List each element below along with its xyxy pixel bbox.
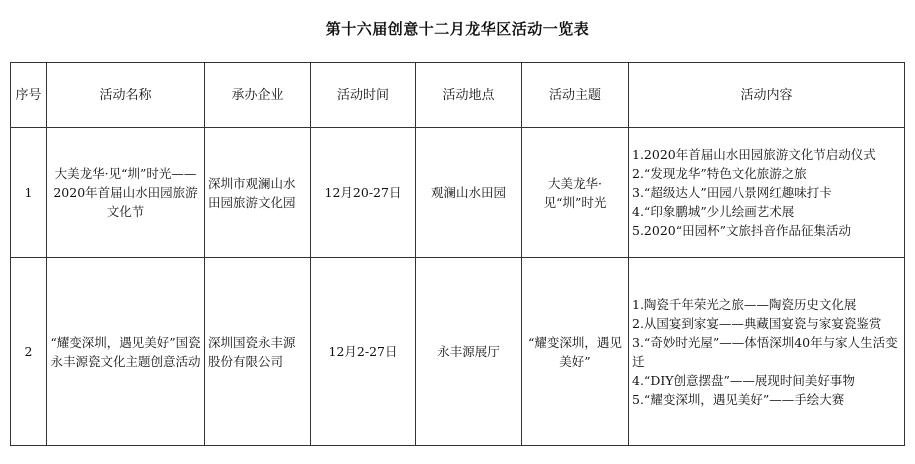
header-theme: 活动主题 bbox=[522, 63, 629, 128]
header-index: 序号 bbox=[11, 63, 47, 128]
cell-organizer: 深圳市观澜山水田园旅游文化园 bbox=[205, 128, 311, 258]
table-row bbox=[11, 128, 905, 258]
content-item: 2.从国宴到家宴——典藏国宴瓷与家宴瓷鉴赏 bbox=[632, 315, 882, 331]
table-header-row bbox=[11, 63, 905, 128]
content-item: 5.“耀变深圳，遇见美好”——手绘大赛 bbox=[632, 391, 845, 407]
cell-theme: “耀变深圳，遇见美好” bbox=[522, 258, 629, 446]
table-row bbox=[11, 258, 905, 446]
header-content: 活动内容 bbox=[629, 63, 905, 128]
content-item: 3.“超级达人”田园八景网红趣味打卡 bbox=[632, 185, 832, 200]
activity-table bbox=[10, 62, 905, 446]
cell-index: 2 bbox=[11, 258, 47, 446]
cell-location: 观澜山水田园 bbox=[416, 128, 522, 258]
cell-activity-name: 大美龙华·见“圳”时光——2020年首届山水田园旅游文化节 bbox=[47, 128, 205, 258]
content-item: 2.“发现龙华”特色文化旅游之旅 bbox=[632, 166, 807, 181]
content-item: 1.2020年首届山水田园旅游文化节启动仪式 bbox=[632, 147, 876, 162]
page-title: 第十六届创意十二月龙华区活动一览表 bbox=[325, 20, 590, 38]
cell-theme: 大美龙华·见“圳”时光 bbox=[522, 128, 629, 258]
header-location: 活动地点 bbox=[416, 63, 522, 128]
content-item: 1.陶瓷千年荣光之旅——陶瓷历史文化展 bbox=[632, 296, 857, 312]
cell-organizer: 深圳国瓷永丰源股份有限公司 bbox=[205, 258, 311, 446]
content-item: 4.“DIY创意摆盘”——展现时间美好事物 bbox=[632, 372, 855, 388]
cell-time: 12月20-27日 bbox=[311, 128, 416, 258]
header-name: 活动名称 bbox=[47, 63, 205, 128]
cell-content bbox=[629, 258, 905, 446]
cell-location: 永丰源展厅 bbox=[416, 258, 522, 446]
content-item: 3.“奇妙时光屋”——体悟深圳40年与家人生活变迁 bbox=[632, 334, 898, 369]
cell-index: 1 bbox=[11, 128, 47, 258]
header-organizer: 承办企业 bbox=[205, 63, 311, 128]
cell-time: 12月2-27日 bbox=[311, 258, 416, 446]
cell-content bbox=[629, 128, 905, 258]
header-time: 活动时间 bbox=[311, 63, 416, 128]
content-item: 4.“印象鹏城”少儿绘画艺术展 bbox=[632, 204, 795, 219]
content-item: 5.2020“田园杯”文旅抖音作品征集活动 bbox=[632, 223, 852, 238]
cell-activity-name: “耀变深圳，遇见美好”国瓷永丰源瓷文化主题创意活动 bbox=[47, 258, 205, 446]
